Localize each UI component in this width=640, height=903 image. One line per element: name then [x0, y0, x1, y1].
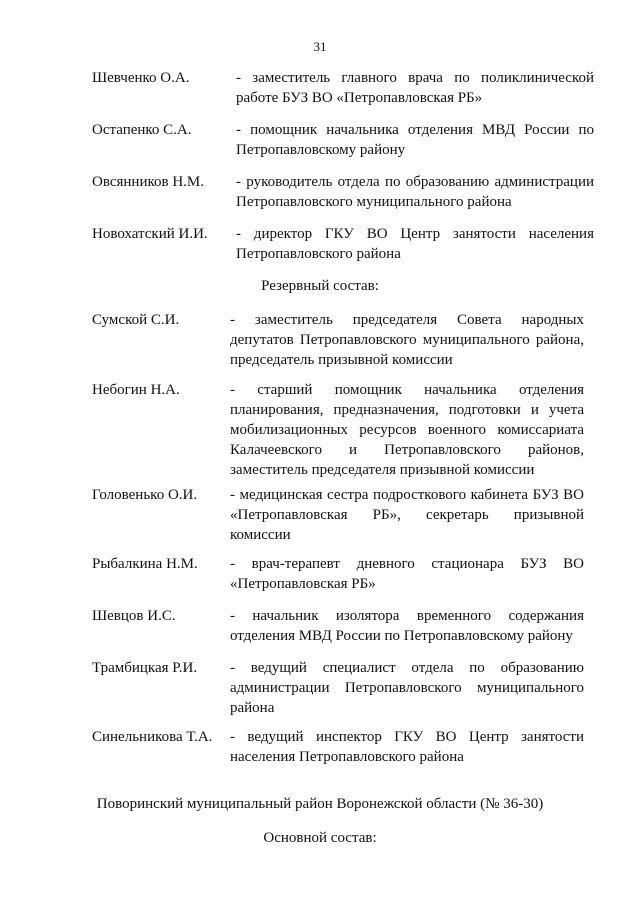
member-role: - врач-терапевт дневного стационара БУЗ ВО «Петропавловская РБ» [230, 556, 584, 592]
member-name: Сумской С.И. [92, 312, 180, 328]
member-role: - медицинская сестра подросткового кабинета БУЗ ВО «Петропавловская РБ», секретарь призывной комиссии [230, 487, 584, 543]
member-role: - заместитель главного врача по поликлинической работе БУЗ ВО «Петропавловская РБ» [236, 70, 594, 106]
member-role: - заместитель председателя Совета народных депутатов Петропавловского муниципального района, председатель призывной комиссии [230, 312, 584, 368]
member-name: Синельникова Т.А. [92, 729, 213, 745]
member-name: Новохатский И.И. [92, 226, 208, 242]
member-name: Шевченко О.А. [92, 70, 190, 86]
district-heading: Поворинский муниципальный район Воронежской области (№ 36-30) [96, 796, 544, 812]
member-name: Шевцов И.С. [92, 608, 176, 624]
member-role: - ведущий инспектор ГКУ ВО Центр занятости населения Петропавловского района [230, 729, 584, 765]
member-role: - руководитель отдела по образованию администрации Петропавловского муниципального района [236, 174, 594, 210]
page-number: 31 [313, 39, 327, 54]
member-role: - ведущий специалист отдела по образованию администрации Петропавловского муниципального района [230, 660, 584, 716]
member-name: Головенько О.И. [92, 487, 198, 503]
member-role: - старший помощник начальника отделения планирования, предназначения, подготовки и учета мобилизационных ресурсов военного комиссариата Калачеевского и Петропавловского районов, заместитель председателя призывной комиссии [230, 382, 584, 478]
member-role: - помощник начальника отделения МВД России по Петропавловскому району [236, 122, 594, 158]
member-name: Рыбалкина Н.М. [92, 556, 198, 572]
member-role: - директор ГКУ ВО Центр занятости населения Петропавловского района [236, 226, 594, 262]
member-name: Небогин Н.А. [92, 382, 180, 398]
member-name: Овсянников Н.М. [92, 174, 204, 190]
member-role: - начальник изолятора временного содержания отделения МВД России по Петропавловскому району [230, 608, 584, 644]
member-name: Трамбицкая Р.И. [92, 660, 198, 676]
reserve-heading: Резервный состав: [261, 278, 379, 294]
member-name: Остапенко С.А. [92, 122, 192, 138]
main-heading: Основной состав: [263, 830, 377, 846]
